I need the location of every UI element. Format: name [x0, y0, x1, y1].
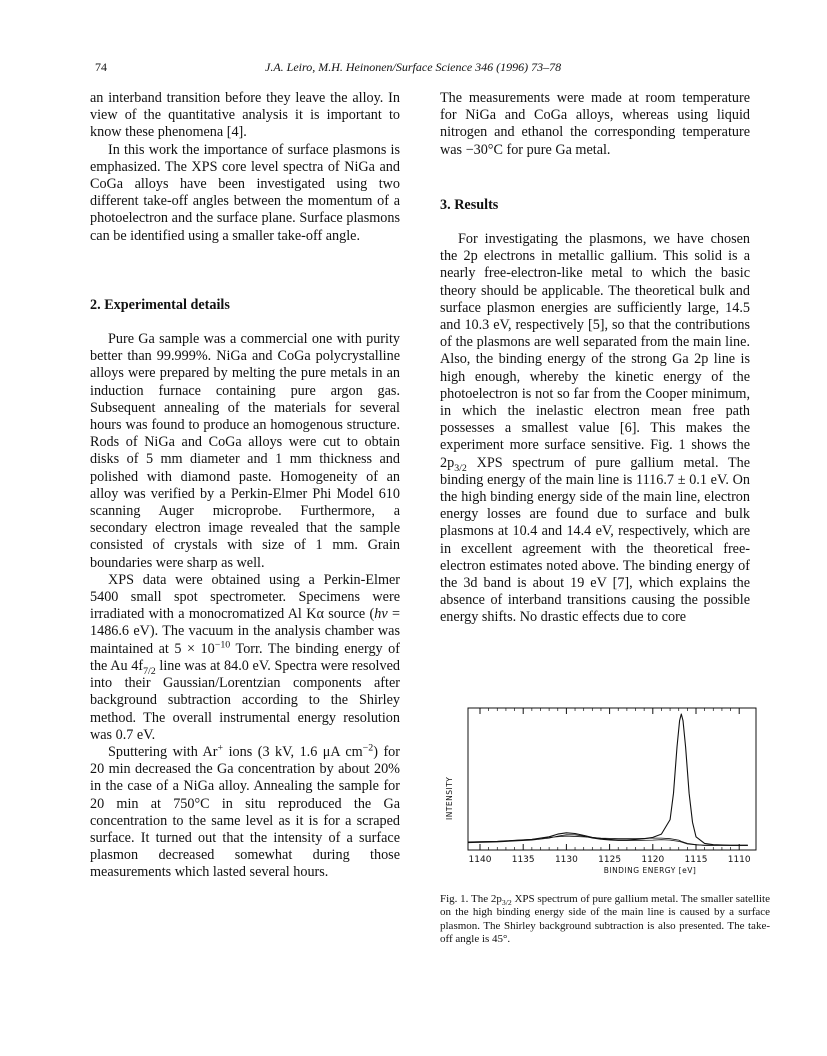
- paragraph: For investigating the plasmons, we have chosen the 2p electrons in metallic gallium. This solid is a nearly free-electron-like metal to which the basic theory should be applicable. The theoretical bulk and surface plasmon energies are sufficiently large, 14.5 and 10.3 eV, respectively [5], so that the contributions of the plasmons are well separated from the main line. Also, the binding energy of the strong Ga 2p line is high enough, whereby the kinetic energy of the photoelectron is not so far from the Cooper minimum, in which the inelastic electron mean free path possesses a smallest value [6]. This makes the experiment more surface sensitive. Fig. 1 shows the $2p_{3/2}$ XPS spectrum of pure gallium metal. The binding energy of the main line is 1116.7 ± 0.1 eV. On the high binding energy side of the main line, electron energy losses are found due to surface and bulk plasmons at 10.4 and 14.4 eV, respectively, which are in excellent agreement with the theoretical free-electron estimates noted above. The binding energy of the 3d band is about 19 eV [7], which explains the absence of interband transitions causing the possible energy shifts. No drastic effects due to core: [440, 231, 750, 626]
- paragraph: In this work the importance of surface plasmons is emphasized. The XPS core level spectra of NiGa and CoGa alloys have been investigated using two different take-off angles between the momentum of a photoelectron and the surface plane. Surface plasmons can be identified using a smaller take-off angle.: [90, 141, 400, 244]
- y-axis-label: INTENSITY: [445, 776, 454, 820]
- spectrum-series-1: [468, 714, 748, 845]
- x-tick-label: 1115: [684, 855, 708, 865]
- page-number: 74: [95, 60, 107, 74]
- x-tick-label: 1125: [598, 855, 622, 865]
- paragraph: Sputtering with Ar+ ions (3 kV, 1.6 μA $cm^{-2}$) for 20 min decreased the Ga concentration by about 20% in the case of a NiGa alloy. Annealing the sample for 20 min at 750°C in situ reproduced the Ga concentration to the same level as it is for a scraped surface. It turned out that the intensity of a surface plasmon decreased somewhat during those measurements which lasted several hours.: [90, 742, 400, 881]
- x-tick-label: 1140: [468, 855, 492, 865]
- right-column: [440, 90, 750, 627]
- x-tick-label: 1130: [554, 855, 578, 865]
- xps-spectrum-chart: [438, 700, 768, 880]
- plot-border: [468, 708, 756, 850]
- x-tick-label: 1110: [727, 855, 751, 865]
- figure-caption: Fig. 1. The $2p_{3/2}$ XPS spectrum of pure gallium metal. The smaller satellite on the high binding energy side of the main line is caused by a surface plasmon. The Shirley background subtraction is also presented. The take-off angle is 45°.: [440, 893, 770, 946]
- paragraph: an interband transition before they leave the alloy. In view of the quantitative analysis it is important to know these phenomena [4].: [90, 90, 400, 141]
- paragraph: XPS data were obtained using a Perkin-Elmer 5400 small spot spectrometer. Specimens were irradiated with a monocromatized Al Kα source (hν = 1486.6 eV). The vacuum in the analysis chamber was maintained at $5 \times 10^{-10}$ Torr. The binding energy of the Au $4f_{7/2}$ line was at 84.0 eV. Spectra were resolved into their Gaussian/Lorentzian components after background subtraction according to the Shirley method. The overall instrumental energy resolution was 0.7 eV.: [90, 571, 400, 743]
- running-title: J.A. Leiro, M.H. Heinonen/Surface Science 346 (1996) 73–78: [265, 60, 562, 74]
- paragraph: Pure Ga sample was a commercial one with purity better than 99.999%. NiGa and CoGa polycrystalline alloys were prepared by melting the pure metals in an induction furnace containing pure argon gas. Subsequent annealing of the materials for several hours was found to produce an homogenous structure. Rods of NiGa and CoGa alloys were cut to obtain disks of 5 mm diameter and 1 mm thickness and polished with diamond paste. Homogeneity of an alloy was verified by a Perkin-Elmer Phi Model 610 scanning Auger microprobe. Furthermore, a secondary electron image revealed that the sample consisted of crystals with size of 1 mm. Grain boundaries were sharp as well.: [90, 331, 400, 571]
- left-column: [90, 90, 400, 882]
- section-heading: 2. Experimental details: [90, 296, 230, 313]
- x-tick-label: 1120: [641, 855, 665, 865]
- plot-frame: [468, 708, 756, 850]
- x-axis-label: BINDING ENERGY [eV]: [603, 866, 697, 875]
- paragraph: The measurements were made at room temperature for NiGa and CoGa alloys, whereas using liquid nitrogen and ethanol the corresponding temperature was −30°C for pure Ga metal.: [440, 90, 750, 158]
- plot-series: [468, 714, 748, 845]
- x-tick-label: 1135: [511, 855, 535, 865]
- section-heading: 3. Results: [440, 196, 499, 213]
